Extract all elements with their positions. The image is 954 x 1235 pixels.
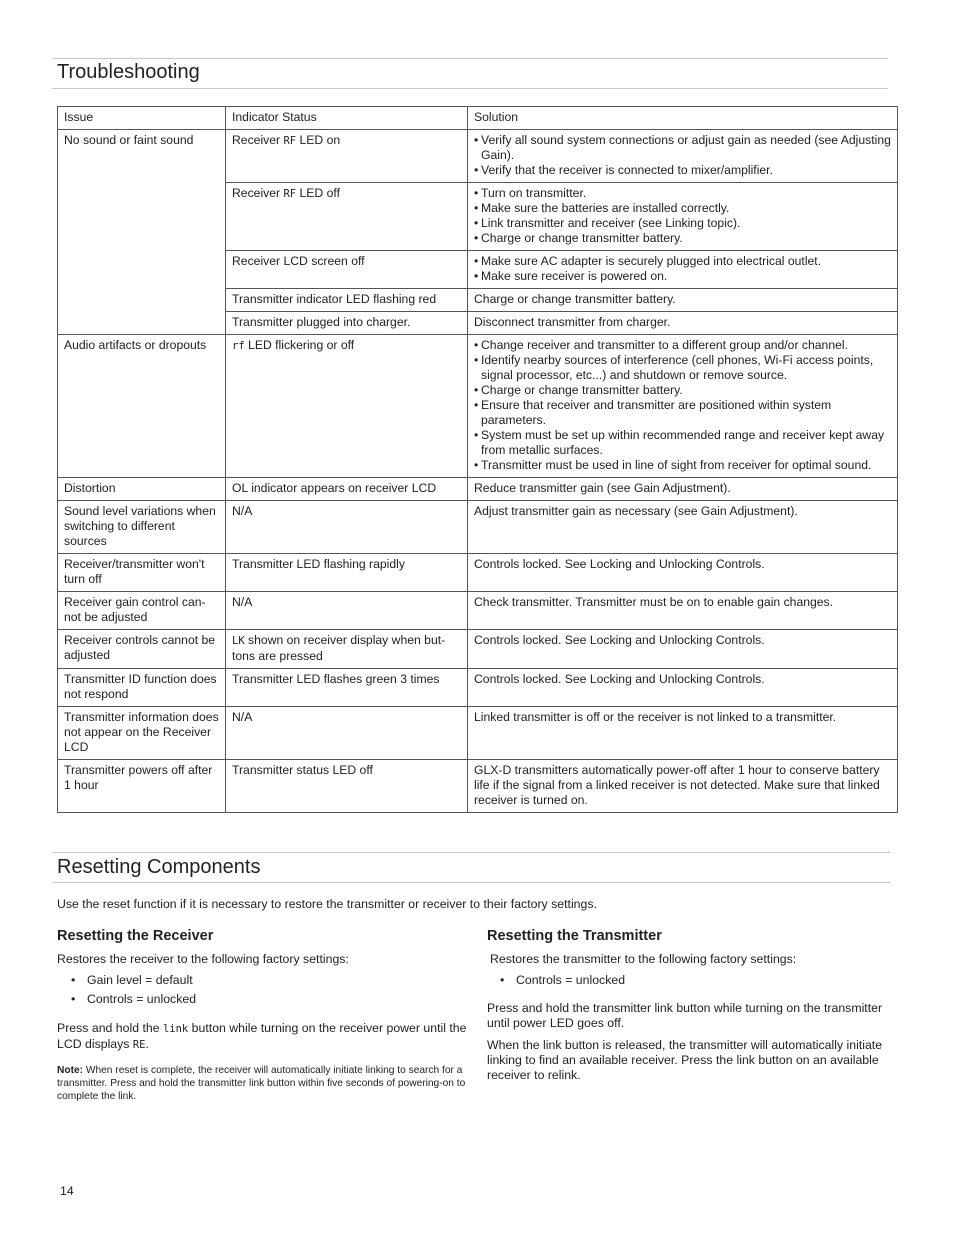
list-item: • Charge or change transmitter battery. xyxy=(474,383,891,398)
cell-indicator-status xyxy=(226,130,468,183)
cell-indicator-status xyxy=(226,289,468,312)
status-text: LED flickering or off xyxy=(244,338,355,352)
receiver-heading: Resetting the Receiver xyxy=(57,928,214,944)
list-item: • Ensure that receiver and transmitter are positioned within system parameters. xyxy=(474,398,891,428)
cell-indicator-status xyxy=(226,707,468,760)
resetting-title: Resetting Components xyxy=(57,856,261,878)
receiver-note xyxy=(57,1064,472,1103)
cell-solution xyxy=(468,335,898,478)
cell-indicator-status xyxy=(226,183,468,251)
cell-indicator-status xyxy=(226,478,468,501)
table-row xyxy=(58,707,898,760)
status-text: Transmitter status LED off xyxy=(232,763,373,777)
reset-divider xyxy=(52,852,890,853)
list-item: • Change receiver and transmitter to a different group and/or channel. xyxy=(474,338,891,353)
list-item: • Verify all sound system connections or adjust gain as needed (see Adjusting Gain). xyxy=(474,133,891,163)
transmitter-release-text: When the link button is released, the transmitter will automatically initiate linking to find an available receiver. Press the link button on an available receiver to relink. xyxy=(487,1038,883,1082)
indicator-code: RF xyxy=(283,188,297,200)
cell-issue: Receiver gain control can-not be adjusted xyxy=(58,592,226,630)
status-text: N/A xyxy=(232,595,253,609)
note-text: When reset is complete, the receiver will automatically initiate linking to search for a transmitter. Press and hold the transmitter link button within five seconds of powering-on to complete the link. xyxy=(57,1065,466,1102)
transmitter-heading: Resetting the Transmitter xyxy=(487,928,662,944)
header-solution: Solution xyxy=(468,107,898,130)
reset-intro: Use the reset function if it is necessary to restore the transmitter or receiver to their factory settings. xyxy=(57,897,597,911)
table-row xyxy=(58,335,898,478)
cell-solution xyxy=(468,183,898,251)
cell-solution: Adjust transmitter gain as necessary (see Gain Adjustment). xyxy=(468,501,898,554)
cell-solution: Linked transmitter is off or the receiver is not linked to a transmitter. xyxy=(468,707,898,760)
indicator-code: LK xyxy=(232,635,245,647)
list-item: • Make sure AC adapter is securely plugged into electrical outlet. xyxy=(474,254,891,269)
cell-solution: Disconnect transmitter from charger. xyxy=(468,312,898,335)
list-item: • Identify nearby sources of interference (cell phones, Wi-Fi access points, signal processor, etc...) and shutdown or remove source. xyxy=(474,353,891,383)
status-text: Receiver xyxy=(232,186,284,200)
list-item: • Make sure the batteries are installed correctly. xyxy=(474,201,891,216)
cell-indicator-status xyxy=(226,592,468,630)
header-issue: Issue xyxy=(58,107,226,130)
cell-solution: Reduce transmitter gain (see Gain Adjustment). xyxy=(468,478,898,501)
cell-solution xyxy=(468,130,898,183)
table-row xyxy=(58,592,898,630)
indicator-code: RF xyxy=(283,135,297,147)
re-label: RE xyxy=(132,1039,146,1051)
cell-solution: Controls locked. See Locking and Unlocking Controls. xyxy=(468,669,898,707)
list-item: • Controls = unlocked xyxy=(71,990,196,1009)
solution-list xyxy=(474,186,891,246)
cell-solution: Controls locked. See Locking and Unlocking Controls. xyxy=(468,554,898,592)
indicator-code: rf xyxy=(232,340,245,352)
list-item: • Transmitter must be used in line of sight from receiver for optimal sound. xyxy=(474,458,891,473)
table-row xyxy=(58,554,898,592)
page-number: 14 xyxy=(60,1184,74,1198)
cell-indicator-status xyxy=(226,251,468,289)
troubleshooting-table xyxy=(57,106,898,813)
status-text: LED on xyxy=(296,133,341,147)
cell-issue: Distortion xyxy=(58,478,226,501)
status-text: OL indicator appears on receiver LCD xyxy=(232,481,437,495)
status-text: Transmitter indicator LED flashing red xyxy=(232,292,437,306)
transmitter-settings-list xyxy=(500,971,625,990)
table-row xyxy=(58,760,898,813)
list-item: • Controls = unlocked xyxy=(500,971,625,990)
cell-indicator-status xyxy=(226,501,468,554)
cell-solution xyxy=(468,251,898,289)
receiver-instruction xyxy=(57,1021,467,1053)
list-item: • Verify that the receiver is connected to mixer/amplifier. xyxy=(474,163,891,178)
cell-indicator-status xyxy=(226,312,468,335)
instruction-text: . xyxy=(145,1037,149,1051)
cell-indicator-status xyxy=(226,669,468,707)
troubleshooting-title: Troubleshooting xyxy=(57,61,200,83)
list-item: • Charge or change transmitter battery. xyxy=(474,231,891,246)
status-text: Receiver xyxy=(232,133,284,147)
table-row xyxy=(58,130,898,183)
table-row xyxy=(58,669,898,707)
cell-solution: GLX-D transmitters automatically power-off after 1 hour to conserve battery life if the signal from a linked receiver is not detected. Make sure that linked receiver is turned on. xyxy=(468,760,898,813)
solution-list xyxy=(474,133,891,178)
link-label: link xyxy=(162,1023,189,1035)
instruction-text: button while turning on the receiver power until the LCD displays xyxy=(57,1021,467,1051)
status-text: LED off xyxy=(296,186,340,200)
table-row xyxy=(58,501,898,554)
status-text: Receiver LCD screen off xyxy=(232,254,365,268)
instruction-text: Press and hold the xyxy=(57,1021,163,1035)
top-divider xyxy=(52,58,888,59)
status-text: Transmitter LED flashing rapidly xyxy=(232,557,405,571)
cell-indicator-status xyxy=(226,760,468,813)
table-row xyxy=(58,630,898,669)
transmitter-restores-text: Restores the transmitter to the following factory settings: xyxy=(490,952,797,966)
list-item: • Turn on transmitter. xyxy=(474,186,891,201)
reset-title-underline xyxy=(52,882,890,883)
status-text: shown on receiver display when but-tons are pressed xyxy=(232,633,446,663)
cell-indicator-status xyxy=(226,335,468,478)
solution-list xyxy=(474,338,891,473)
cell-solution: Check transmitter. Transmitter must be on to enable gain changes. xyxy=(468,592,898,630)
status-text: N/A xyxy=(232,710,253,724)
transmitter-instruction: Press and hold the transmitter link button while turning on the transmitter until power LED goes off. xyxy=(487,1001,883,1030)
table-header-row xyxy=(58,107,898,130)
cell-issue: Receiver controls cannot be adjusted xyxy=(58,630,226,669)
cell-issue: No sound or faint sound xyxy=(58,130,226,335)
list-item: • Link transmitter and receiver (see Linking topic). xyxy=(474,216,891,231)
table-row xyxy=(58,478,898,501)
receiver-settings-list xyxy=(71,971,196,1009)
solution-list xyxy=(474,254,891,284)
list-item: • Gain level = default xyxy=(71,971,196,990)
list-item: • Make sure receiver is powered on. xyxy=(474,269,891,284)
cell-solution: Controls locked. See Locking and Unlocking Controls. xyxy=(468,630,898,669)
cell-indicator-status xyxy=(226,554,468,592)
status-text: Transmitter LED flashes green 3 times xyxy=(232,672,440,686)
cell-solution: Charge or change transmitter battery. xyxy=(468,289,898,312)
title-underline xyxy=(52,88,888,89)
cell-issue: Transmitter powers off after 1 hour xyxy=(58,760,226,813)
receiver-restores-text: Restores the receiver to the following factory settings: xyxy=(57,952,349,966)
header-indicator-status: Indicator Status xyxy=(226,107,468,130)
cell-issue: Audio artifacts or dropouts xyxy=(58,335,226,478)
status-text: Transmitter plugged into charger. xyxy=(232,315,411,329)
status-text: N/A xyxy=(232,504,253,518)
cell-issue: Transmitter ID function does not respond xyxy=(58,669,226,707)
cell-issue: Transmitter information does not appear on the Receiver LCD xyxy=(58,707,226,760)
cell-issue: Receiver/transmitter won't turn off xyxy=(58,554,226,592)
list-item: • System must be set up within recommended range and receiver kept away from metallic surfaces. xyxy=(474,428,891,458)
cell-issue: Sound level variations when switching to different sources xyxy=(58,501,226,554)
note-label: Note: xyxy=(57,1065,84,1076)
cell-indicator-status xyxy=(226,630,468,669)
